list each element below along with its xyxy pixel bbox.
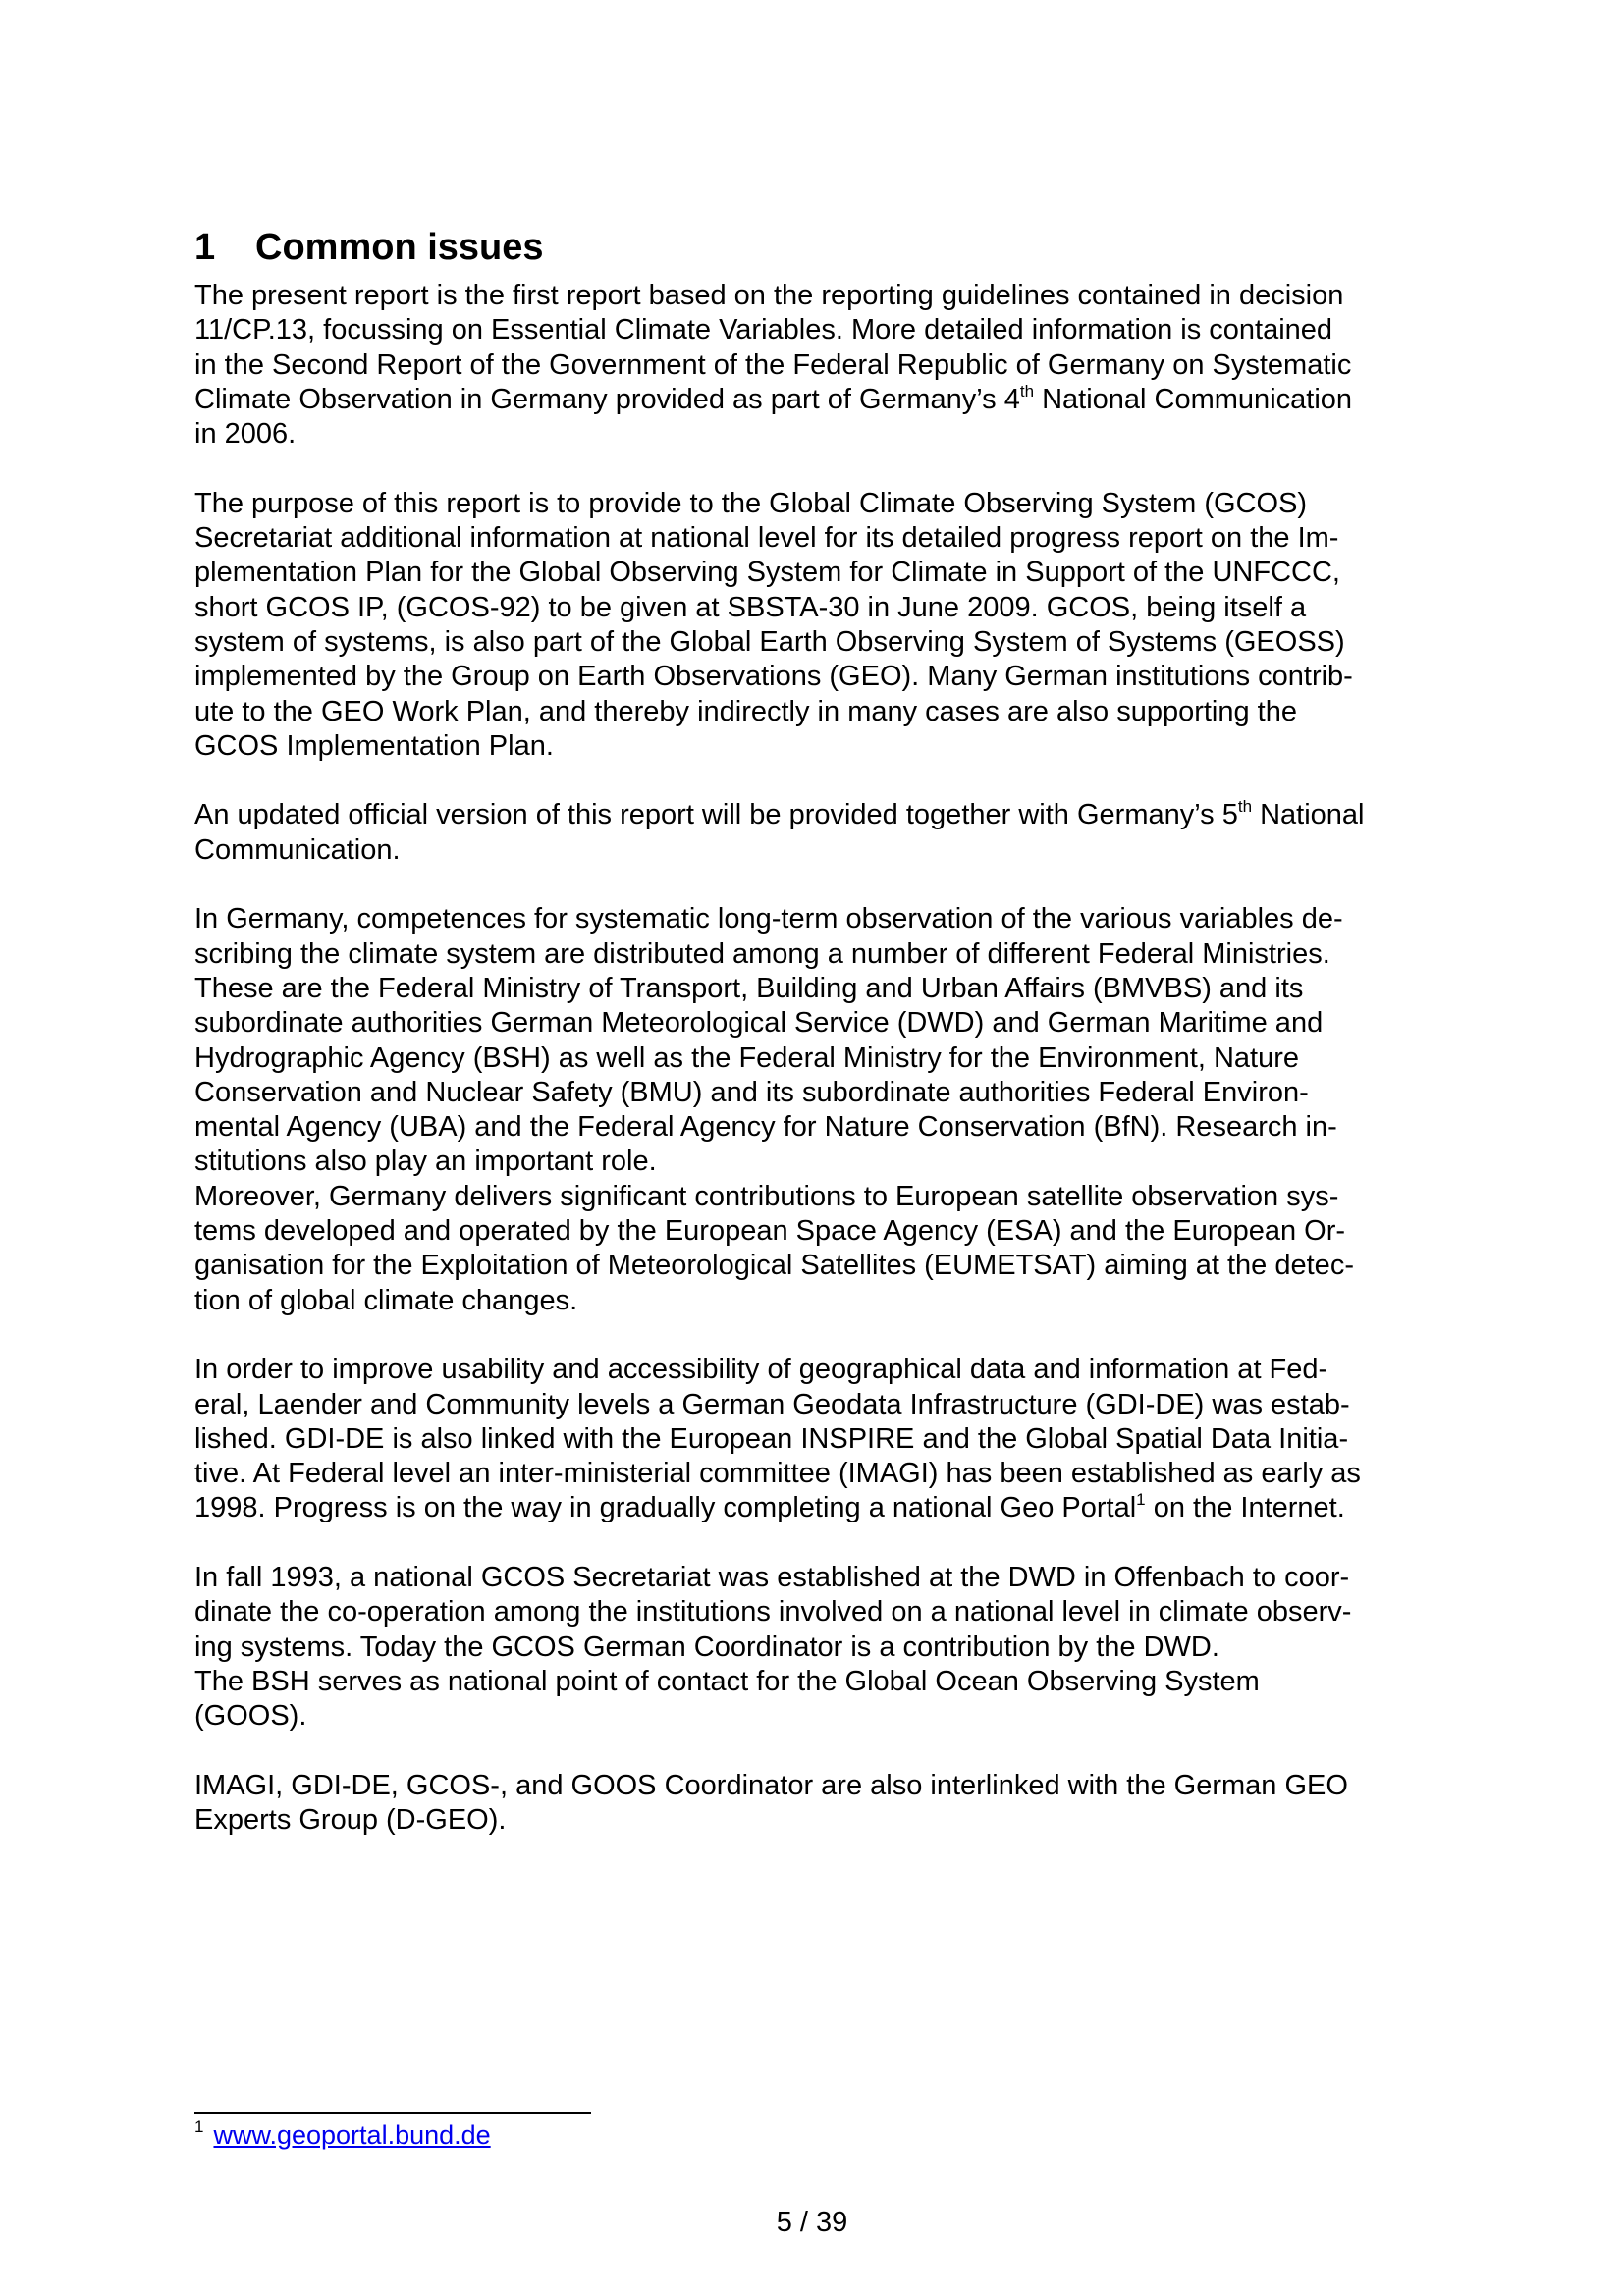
paragraph-bsh-goos: The BSH serves as national point of contact for the Global Ocean Observing System (GOOS). [194, 1665, 1260, 1733]
body-text [194, 279, 1451, 1838]
superscript: th [1237, 797, 1253, 817]
paragraph-text: In order to improve usability and accessibility of geographical data and information at Fed- eral, Laender and Community levels a German Geodata Infrastructure (GDI-DE) was estab- lished. GDI-DE is also linked with the European INSPIRE and the Global Spatial Data Initia- tive. At Federal level an inter-ministerial committee (IMAGI) has been established as early as 1998. Progress is on the way in gradually completing a national Geo Portal [194, 1354, 1361, 1524]
paragraph-gcos-secretariat: In fall 1993, a national GCOS Secretariat was established at the DWD in Offenbach to coor- dinate the co-operation among the institutions involved on a national level in climate observ- ing systems. Today the GCOS German Coordinator is a contribution by the DWD. [194, 1561, 1352, 1663]
paragraph-satellite-contributions: Moreover, Germany delivers significant contributions to European satellite observation sys- tems developed and operated by the European Space Agency (ESA) and the European Or- ganisation for the Exploitation of Meteorological Satellites (EUMETSAT) aiming at the detec- tion of global climate changes. [194, 1180, 1354, 1316]
footnote-link[interactable]: www.geoportal.bund.de [213, 2120, 491, 2150]
footnote-mark: 1 [194, 2117, 204, 2136]
section-heading [194, 224, 544, 271]
paragraph-updated-version [194, 798, 1451, 868]
paragraph-text: National Communication in 2006. [194, 383, 1353, 451]
footnote-reference: 1 [1136, 1490, 1146, 1510]
footnote [194, 2118, 491, 2152]
superscript: th [1019, 381, 1035, 400]
paragraph-text: The present report is the first report based on the reporting guidelines contained in decision 11/CP.13, focussing on Essential Climate Variables. More detailed information is contained in the Second Report of the Government of the Federal Republic of Germany on Systematic Climate Observation in Germany provided as part of Germany’s 4 [194, 280, 1352, 415]
paragraph-purpose: The purpose of this report is to provide to the Global Climate Observing System (GCOS) Secretariat additional information at national level for its detailed progress report on the Im- plementation Plan for the Global Observing System for Climate in Support of the UNFCCC, short GCOS IP, (GCOS-92) to be given at SBSTA-30 in June 2009. GCOS, being itself a system of systems, is also part of the Global Earth Observing System of Systems (GEOSS) implemented by the Group on Earth Observations (GEO). Many German institutions contrib- ute to the GEO Work Plan, and thereby indirectly in many cases are also supporting the GCOS Implementation Plan. [194, 487, 1353, 762]
paragraph-text: on the Internet. [1145, 1492, 1345, 1524]
footnote-separator [194, 2112, 591, 2114]
paragraph-competences: In Germany, competences for systematic long-term observation of the various variables de- scribing the climate system are distributed among a number of different Federal Ministries. These are the Federal Ministry of Transport, Building and Urban Affairs (BMVBS) and its subordinate authorities German Meteorological Service (DWD) and German Maritime and Hydrographic Agency (BSH) as well as the Federal Ministry for the Environment, Nature Conservation and Nuclear Safety (BMU) and its subordinate authorities Federal Environ- mental Agency (UBA) and the Federal Agency for Nature Conservation (BfN). Research in- stitutions also play an important role. [194, 903, 1343, 1178]
section-number: 1 [194, 227, 216, 268]
paragraph-text: National Communication. [194, 799, 1365, 866]
paragraph-geodata-infrastructure [194, 1353, 1451, 1525]
paragraph-text: An updated official version of this report will be provided together with Germany’s 5 [194, 799, 1238, 831]
paragraph-reporting-guidelines [194, 279, 1451, 452]
paragraph-interlinked: IMAGI, GDI-DE, GCOS-, and GOOS Coordinator are also interlinked with the German GEO Experts Group (D-GEO). [194, 1769, 1348, 1837]
section-title: Common issues [255, 227, 544, 268]
page-number: 5 / 39 [776, 2207, 848, 2238]
